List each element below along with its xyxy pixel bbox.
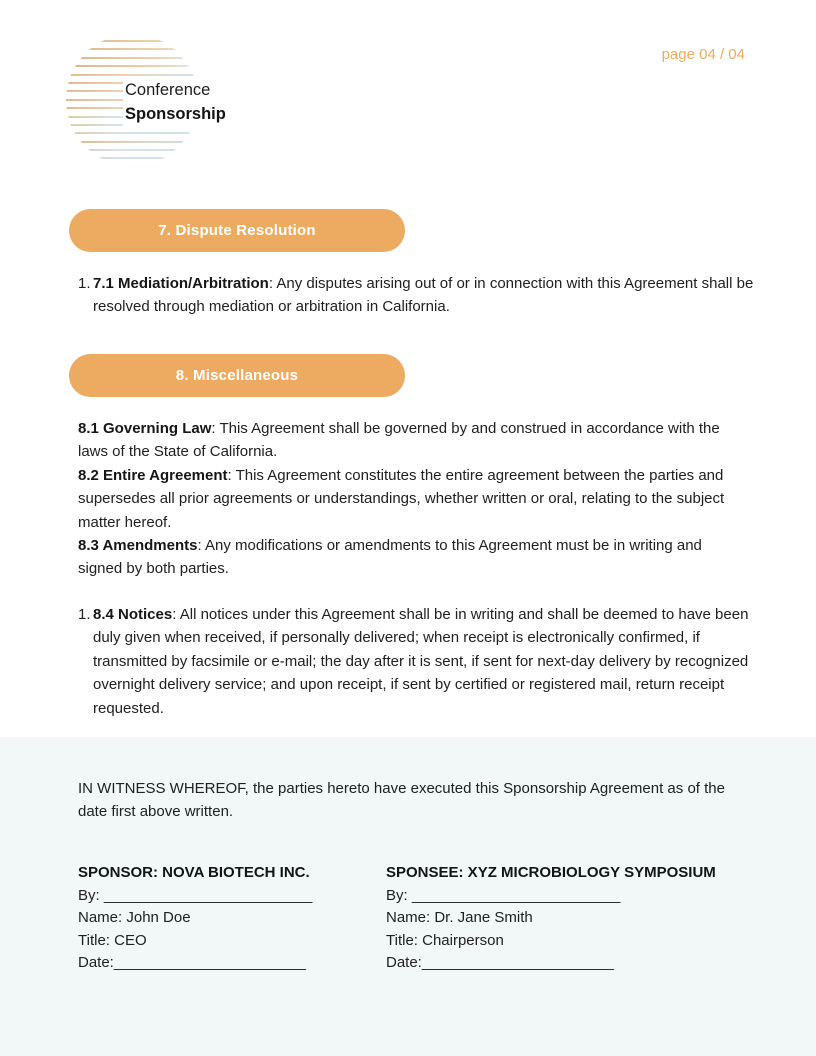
clause-body: : Any disputes arising out of or in connection with this Agreement shall be resolved through mediation or arbitration in California. — [93, 275, 754, 316]
sponsor-signature-block — [78, 862, 378, 975]
list-marker: 1. — [78, 275, 91, 292]
clause-title: 8.2 Entire Agreement — [78, 466, 228, 484]
paragraph-8-3 — [78, 534, 742, 581]
section-heading-dispute-resolution — [69, 209, 405, 252]
clause-title: 8.3 Amendments — [78, 537, 198, 555]
sponsee-heading: SPONSEE: XYZ MICROBIOLOGY SYMPOSIUM — [386, 864, 716, 881]
sponsor-name-line: Name: John Doe — [78, 909, 191, 926]
sponsee-date-line: Date:_______________________ — [386, 954, 614, 971]
logo-title-line1: Conference — [123, 78, 212, 102]
list-item-7-1 — [78, 272, 754, 319]
sponsor-by-line: By: _________________________ — [78, 886, 313, 904]
sponsee-name-line: Name: Dr. Jane Smith — [386, 909, 533, 926]
logo-title-line2: Sponsorship — [123, 102, 228, 126]
clause-title: 8.4 Notices — [93, 606, 173, 623]
logo — [66, 34, 226, 166]
sponsee-signature-block — [386, 862, 736, 975]
page-indicator: page 04 / 04 — [661, 46, 745, 63]
section-heading-label: 8. Miscellaneous — [175, 367, 299, 384]
section-heading-miscellaneous — [69, 354, 405, 397]
clause-body: : Any modifications or amendments to this Agreement must be in writing and signed by both parties. — [78, 537, 702, 578]
paragraph-8-1 — [78, 417, 742, 464]
clause-body: : This Agreement shall be governed by and construed in accordance with the laws of the State of California. — [78, 420, 720, 461]
clause-body: : All notices under this Agreement shall be in writing and shall be deemed to have been duly given when received, if personally delivered; when receipt is electronically confirmed, if transmitted by facsimile or e-mail; the day after it is sent, if sent for next-day delivery by recognized overnight delivery service; and upon receipt, if sent by certified or registered mail, return receipt requested. — [93, 606, 749, 717]
list-marker: 1. — [78, 606, 91, 623]
clause-title: 7.1 Mediation/Arbitration — [93, 275, 269, 292]
clause-body: : This Agreement constitutes the entire agreement between the parties and supersedes all prior agreements or understandings, whether written or oral, relating to the subject matter hereof. — [78, 466, 725, 531]
list-item-8-4 — [78, 603, 754, 720]
list-item-text — [93, 272, 754, 319]
section-heading-label: 7. Dispute Resolution — [158, 222, 316, 239]
sponsor-title-line: Title: CEO — [78, 931, 147, 949]
list-item-text — [93, 603, 754, 720]
sponsor-date-line: Date:_______________________ — [78, 954, 306, 971]
sponsor-heading: SPONSOR: NOVA BIOTECH INC. — [78, 864, 310, 881]
sponsee-by-line: By: _________________________ — [386, 886, 621, 904]
miscellaneous-paragraphs — [78, 417, 742, 581]
paragraph-8-2 — [78, 464, 742, 534]
clause-title: 8.1 Governing Law — [78, 420, 212, 437]
witness-clause: IN WITNESS WHEREOF, the parties hereto have executed this Sponsorship Agreement as of the date first above written. — [78, 780, 725, 821]
logo-title — [123, 78, 228, 126]
sponsee-title-line: Title: Chairperson — [386, 931, 504, 949]
